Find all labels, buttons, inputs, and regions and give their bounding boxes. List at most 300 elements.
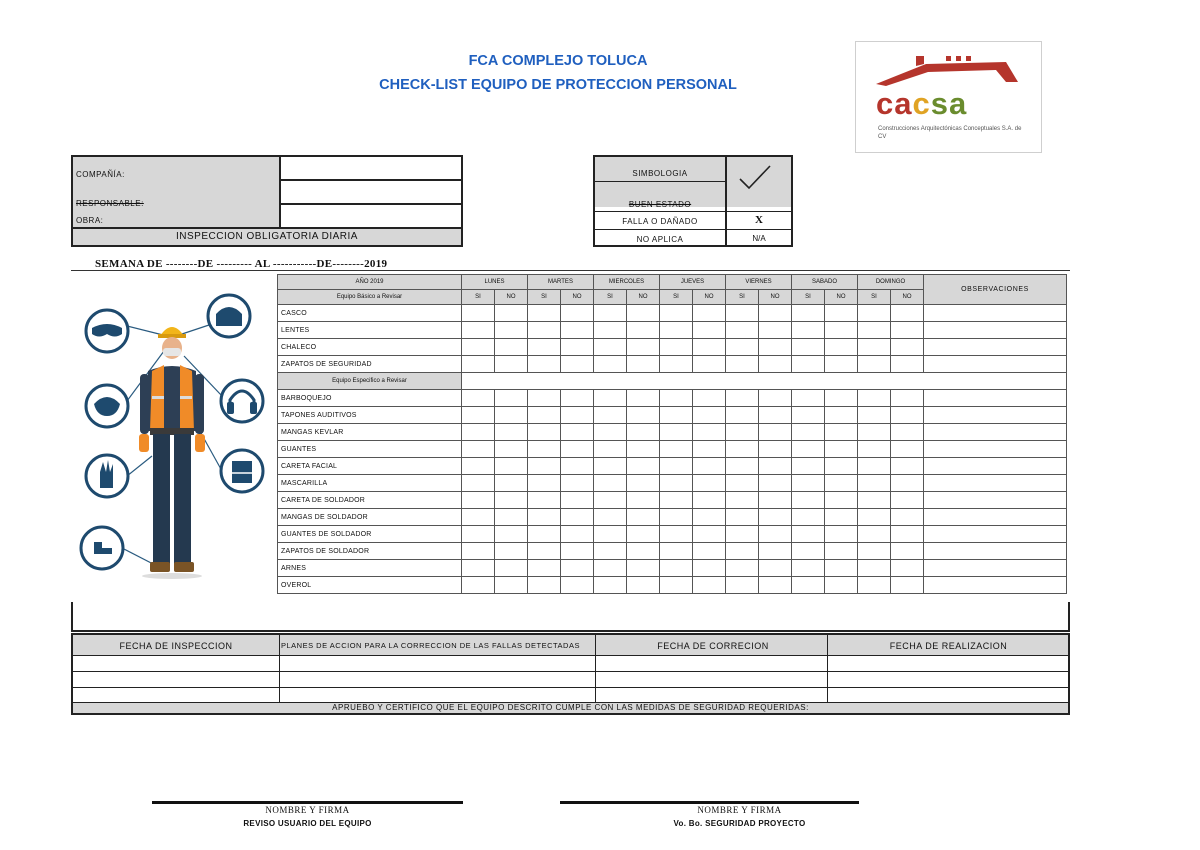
- si-check-cell[interactable]: [792, 390, 825, 407]
- si-check-cell[interactable]: [594, 560, 627, 577]
- no-check-cell[interactable]: [561, 543, 594, 560]
- no-check-cell[interactable]: [495, 526, 528, 543]
- si-check-cell[interactable]: [660, 322, 693, 339]
- no-check-cell[interactable]: [693, 475, 726, 492]
- observation-cell[interactable]: [924, 509, 1067, 526]
- si-check-cell[interactable]: [594, 543, 627, 560]
- si-check-cell[interactable]: [528, 390, 561, 407]
- no-check-cell[interactable]: [693, 305, 726, 322]
- si-check-cell[interactable]: [462, 424, 495, 441]
- si-check-cell[interactable]: [462, 560, 495, 577]
- no-check-cell[interactable]: [627, 492, 660, 509]
- no-check-cell[interactable]: [561, 526, 594, 543]
- no-check-cell[interactable]: [759, 322, 792, 339]
- equipment-item-label: MANGAS DE SOLDADOR: [278, 509, 462, 526]
- boots-icon: [81, 527, 123, 569]
- si-check-cell[interactable]: [792, 475, 825, 492]
- si-check-cell[interactable]: [726, 492, 759, 509]
- si-column-header: SI: [858, 290, 891, 305]
- signature-role-safety: Vo. Bo. SEGURIDAD PROYECTO: [673, 819, 806, 828]
- si-check-cell[interactable]: [660, 458, 693, 475]
- year-label: AÑO 2019: [278, 275, 462, 290]
- si-check-cell[interactable]: [858, 356, 891, 373]
- observation-cell[interactable]: [924, 339, 1067, 356]
- equipment-row: [278, 305, 1067, 322]
- legend-fault-label: FALLA O DAÑADO: [622, 217, 698, 226]
- no-check-cell[interactable]: [693, 458, 726, 475]
- equipment-row: [278, 577, 1067, 594]
- no-check-cell[interactable]: [891, 543, 924, 560]
- observation-cell[interactable]: [924, 424, 1067, 441]
- no-check-cell[interactable]: [759, 356, 792, 373]
- inspection-grid: [277, 274, 1067, 594]
- no-check-cell[interactable]: [495, 441, 528, 458]
- si-check-cell[interactable]: [726, 475, 759, 492]
- si-column-header: SI: [462, 290, 495, 305]
- no-check-cell[interactable]: [627, 339, 660, 356]
- si-check-cell[interactable]: [528, 509, 561, 526]
- si-check-cell[interactable]: [726, 560, 759, 577]
- observation-cell[interactable]: [924, 560, 1067, 577]
- observation-cell[interactable]: [924, 441, 1067, 458]
- si-check-cell[interactable]: [660, 424, 693, 441]
- si-check-cell[interactable]: [594, 390, 627, 407]
- no-check-cell[interactable]: [825, 424, 858, 441]
- no-check-cell[interactable]: [759, 390, 792, 407]
- responsible-label: RESPONSABLE:: [76, 199, 144, 208]
- no-column-header: NO: [891, 290, 924, 305]
- no-column-header: NO: [693, 290, 726, 305]
- si-check-cell[interactable]: [792, 560, 825, 577]
- no-check-cell[interactable]: [759, 526, 792, 543]
- observation-cell[interactable]: [924, 492, 1067, 509]
- si-check-cell[interactable]: [792, 356, 825, 373]
- si-check-cell[interactable]: [660, 543, 693, 560]
- si-check-cell[interactable]: [660, 407, 693, 424]
- no-check-cell[interactable]: [825, 322, 858, 339]
- si-check-cell[interactable]: [660, 577, 693, 594]
- si-check-cell[interactable]: [660, 509, 693, 526]
- si-check-cell[interactable]: [528, 458, 561, 475]
- no-check-cell[interactable]: [891, 356, 924, 373]
- si-check-cell[interactable]: [462, 322, 495, 339]
- equipment-item-label: MASCARILLA: [278, 475, 462, 492]
- no-check-cell[interactable]: [759, 475, 792, 492]
- si-check-cell[interactable]: [462, 492, 495, 509]
- si-check-cell[interactable]: [462, 577, 495, 594]
- no-check-cell[interactable]: [561, 509, 594, 526]
- no-check-cell[interactable]: [759, 441, 792, 458]
- no-check-cell[interactable]: [495, 356, 528, 373]
- si-check-cell[interactable]: [462, 390, 495, 407]
- equipment-row: [278, 424, 1067, 441]
- signature-title-safety: NOMBRE Y FIRMA: [697, 805, 782, 815]
- si-check-cell[interactable]: [594, 305, 627, 322]
- si-check-cell[interactable]: [792, 339, 825, 356]
- equipment-row: [278, 526, 1067, 543]
- si-check-cell[interactable]: [660, 560, 693, 577]
- no-check-cell[interactable]: [561, 560, 594, 577]
- si-check-cell[interactable]: [792, 441, 825, 458]
- si-check-cell[interactable]: [528, 577, 561, 594]
- si-check-cell[interactable]: [858, 458, 891, 475]
- no-check-cell[interactable]: [495, 475, 528, 492]
- observation-cell[interactable]: [924, 475, 1067, 492]
- no-check-cell[interactable]: [891, 492, 924, 509]
- equipment-row: [278, 441, 1067, 458]
- no-check-cell[interactable]: [891, 305, 924, 322]
- si-check-cell[interactable]: [660, 475, 693, 492]
- no-check-cell[interactable]: [495, 560, 528, 577]
- no-check-cell[interactable]: [495, 492, 528, 509]
- no-check-cell[interactable]: [495, 509, 528, 526]
- no-check-cell[interactable]: [891, 441, 924, 458]
- si-check-cell[interactable]: [792, 424, 825, 441]
- si-check-cell[interactable]: [594, 509, 627, 526]
- si-check-cell[interactable]: [528, 441, 561, 458]
- no-check-cell[interactable]: [693, 560, 726, 577]
- no-check-cell[interactable]: [693, 322, 726, 339]
- no-check-cell[interactable]: [495, 577, 528, 594]
- no-check-cell[interactable]: [627, 322, 660, 339]
- si-check-cell[interactable]: [726, 577, 759, 594]
- no-check-cell[interactable]: [825, 475, 858, 492]
- si-check-cell[interactable]: [726, 543, 759, 560]
- no-check-cell[interactable]: [891, 577, 924, 594]
- no-check-cell[interactable]: [891, 458, 924, 475]
- no-check-cell[interactable]: [825, 458, 858, 475]
- no-check-cell[interactable]: [627, 424, 660, 441]
- no-check-cell[interactable]: [495, 339, 528, 356]
- equipment-row: [278, 407, 1067, 424]
- no-check-cell[interactable]: [693, 424, 726, 441]
- si-check-cell[interactable]: [660, 526, 693, 543]
- no-check-cell[interactable]: [891, 509, 924, 526]
- no-check-cell[interactable]: [825, 509, 858, 526]
- no-check-cell[interactable]: [825, 356, 858, 373]
- si-check-cell[interactable]: [792, 458, 825, 475]
- day-header-tuesday: MARTES: [528, 275, 594, 290]
- si-check-cell[interactable]: [858, 407, 891, 424]
- no-check-cell[interactable]: [825, 577, 858, 594]
- si-check-cell[interactable]: [660, 441, 693, 458]
- responsible-field[interactable]: [281, 182, 459, 202]
- si-check-cell[interactable]: [660, 492, 693, 509]
- notes-area[interactable]: [71, 602, 1070, 632]
- no-check-cell[interactable]: [561, 322, 594, 339]
- si-check-cell[interactable]: [858, 526, 891, 543]
- si-check-cell[interactable]: [462, 305, 495, 322]
- si-column-header: SI: [726, 290, 759, 305]
- si-check-cell[interactable]: [792, 492, 825, 509]
- no-check-cell[interactable]: [627, 475, 660, 492]
- no-check-cell[interactable]: [825, 543, 858, 560]
- no-check-cell[interactable]: [495, 424, 528, 441]
- no-check-cell[interactable]: [825, 390, 858, 407]
- observation-cell[interactable]: [924, 577, 1067, 594]
- si-check-cell[interactable]: [726, 458, 759, 475]
- si-check-cell[interactable]: [858, 492, 891, 509]
- legend-box: [593, 155, 793, 247]
- si-check-cell[interactable]: [594, 526, 627, 543]
- no-check-cell[interactable]: [759, 424, 792, 441]
- no-column-header: NO: [495, 290, 528, 305]
- no-check-cell[interactable]: [561, 458, 594, 475]
- si-check-cell[interactable]: [726, 441, 759, 458]
- no-check-cell[interactable]: [561, 424, 594, 441]
- header-action-plans: PLANES DE ACCION PARA LA CORRECCION DE LAS FALLAS DETECTADAS: [281, 641, 580, 650]
- header-completion-date: FECHA DE REALIZACION: [889, 641, 1008, 651]
- daily-inspection-note: INSPECCION OBLIGATORIA DIARIA: [176, 231, 358, 242]
- company-logo: cacsa Construcciones Arquitectónicas Conceptuales S.A. de CV: [855, 41, 1042, 153]
- si-check-cell[interactable]: [858, 441, 891, 458]
- no-check-cell[interactable]: [495, 458, 528, 475]
- no-check-cell[interactable]: [825, 560, 858, 577]
- si-check-cell[interactable]: [726, 424, 759, 441]
- no-check-cell[interactable]: [891, 560, 924, 577]
- no-check-cell[interactable]: [891, 526, 924, 543]
- si-check-cell[interactable]: [528, 424, 561, 441]
- si-check-cell[interactable]: [528, 492, 561, 509]
- si-check-cell[interactable]: [726, 322, 759, 339]
- si-check-cell[interactable]: [462, 543, 495, 560]
- si-check-cell[interactable]: [792, 526, 825, 543]
- no-check-cell[interactable]: [759, 509, 792, 526]
- observation-cell[interactable]: [924, 543, 1067, 560]
- no-check-cell[interactable]: [693, 543, 726, 560]
- si-check-cell[interactable]: [858, 543, 891, 560]
- no-check-cell[interactable]: [759, 339, 792, 356]
- no-check-cell[interactable]: [627, 305, 660, 322]
- no-check-cell[interactable]: [693, 492, 726, 509]
- si-check-cell[interactable]: [726, 509, 759, 526]
- no-check-cell[interactable]: [561, 305, 594, 322]
- si-check-cell[interactable]: [858, 560, 891, 577]
- no-check-cell[interactable]: [891, 322, 924, 339]
- observations-header: OBSERVACIONES: [924, 275, 1067, 305]
- si-check-cell[interactable]: [594, 577, 627, 594]
- si-check-cell[interactable]: [792, 543, 825, 560]
- no-check-cell[interactable]: [693, 407, 726, 424]
- equipment-item-label: CARETA DE SOLDADOR: [278, 492, 462, 509]
- no-check-cell[interactable]: [891, 424, 924, 441]
- no-check-cell[interactable]: [495, 322, 528, 339]
- si-check-cell[interactable]: [726, 339, 759, 356]
- no-check-cell[interactable]: [759, 458, 792, 475]
- no-check-cell[interactable]: [693, 441, 726, 458]
- equipment-row: [278, 543, 1067, 560]
- signature-line-safety[interactable]: [560, 801, 859, 804]
- si-check-cell[interactable]: [594, 356, 627, 373]
- goggles-icon: [86, 310, 128, 352]
- observation-cell[interactable]: [924, 526, 1067, 543]
- no-check-cell[interactable]: [759, 560, 792, 577]
- si-check-cell[interactable]: [858, 339, 891, 356]
- no-check-cell[interactable]: [825, 492, 858, 509]
- si-check-cell[interactable]: [594, 322, 627, 339]
- no-check-cell[interactable]: [627, 441, 660, 458]
- no-check-cell[interactable]: [627, 458, 660, 475]
- si-check-cell[interactable]: [462, 509, 495, 526]
- si-check-cell[interactable]: [528, 543, 561, 560]
- gloves-icon: [86, 455, 128, 497]
- no-check-cell[interactable]: [693, 509, 726, 526]
- no-check-cell[interactable]: [561, 577, 594, 594]
- si-check-cell[interactable]: [528, 356, 561, 373]
- no-check-cell[interactable]: [495, 407, 528, 424]
- no-check-cell[interactable]: [825, 526, 858, 543]
- ppe-illustration: [72, 276, 277, 602]
- no-check-cell[interactable]: [495, 543, 528, 560]
- no-check-cell[interactable]: [495, 305, 528, 322]
- no-check-cell[interactable]: [561, 356, 594, 373]
- si-check-cell[interactable]: [462, 441, 495, 458]
- observation-cell[interactable]: [924, 458, 1067, 475]
- company-field[interactable]: [281, 159, 459, 179]
- si-check-cell[interactable]: [528, 305, 561, 322]
- si-column-header: SI: [792, 290, 825, 305]
- logo-subtitle: Construcciones Arquitectónicas Conceptuales S.A. de CV: [878, 126, 1022, 140]
- si-check-cell[interactable]: [528, 339, 561, 356]
- si-check-cell[interactable]: [792, 407, 825, 424]
- no-check-cell[interactable]: [561, 390, 594, 407]
- observation-cell[interactable]: [924, 356, 1067, 373]
- si-check-cell[interactable]: [792, 509, 825, 526]
- si-check-cell[interactable]: [792, 322, 825, 339]
- no-check-cell[interactable]: [561, 407, 594, 424]
- no-check-cell[interactable]: [759, 305, 792, 322]
- no-check-cell[interactable]: [693, 356, 726, 373]
- si-check-cell[interactable]: [594, 424, 627, 441]
- no-check-cell[interactable]: [759, 492, 792, 509]
- site-field[interactable]: [281, 206, 459, 226]
- si-check-cell[interactable]: [594, 339, 627, 356]
- no-check-cell[interactable]: [693, 390, 726, 407]
- si-check-cell[interactable]: [462, 356, 495, 373]
- no-check-cell[interactable]: [627, 577, 660, 594]
- no-column-header: NO: [825, 290, 858, 305]
- si-check-cell[interactable]: [726, 305, 759, 322]
- signature-line-user[interactable]: [152, 801, 463, 804]
- si-check-cell[interactable]: [792, 577, 825, 594]
- si-check-cell[interactable]: [858, 424, 891, 441]
- document-title: FCA COMPLEJO TOLUCA: [468, 53, 648, 69]
- no-check-cell[interactable]: [891, 407, 924, 424]
- no-check-cell[interactable]: [891, 390, 924, 407]
- legend-na-label: NO APLICA: [636, 235, 684, 244]
- observation-cell[interactable]: [924, 407, 1067, 424]
- si-check-cell[interactable]: [462, 475, 495, 492]
- si-check-cell[interactable]: [528, 475, 561, 492]
- equipment-row: [278, 356, 1067, 373]
- no-check-cell[interactable]: [759, 577, 792, 594]
- no-check-cell[interactable]: [495, 390, 528, 407]
- observation-cell[interactable]: [924, 390, 1067, 407]
- si-check-cell[interactable]: [858, 577, 891, 594]
- si-check-cell[interactable]: [660, 356, 693, 373]
- si-check-cell[interactable]: [726, 526, 759, 543]
- observation-cell[interactable]: [924, 305, 1067, 322]
- si-check-cell[interactable]: [858, 475, 891, 492]
- si-check-cell[interactable]: [594, 458, 627, 475]
- si-check-cell[interactable]: [858, 390, 891, 407]
- si-check-cell[interactable]: [726, 390, 759, 407]
- si-check-cell[interactable]: [528, 407, 561, 424]
- no-check-cell[interactable]: [693, 526, 726, 543]
- no-check-cell[interactable]: [561, 492, 594, 509]
- equipment-row: [278, 458, 1067, 475]
- no-check-cell[interactable]: [759, 407, 792, 424]
- si-check-cell[interactable]: [528, 322, 561, 339]
- si-check-cell[interactable]: [660, 305, 693, 322]
- si-check-cell[interactable]: [594, 475, 627, 492]
- si-check-cell[interactable]: [792, 305, 825, 322]
- no-check-cell[interactable]: [825, 441, 858, 458]
- no-column-header: NO: [759, 290, 792, 305]
- no-check-cell[interactable]: [825, 407, 858, 424]
- no-check-cell[interactable]: [561, 475, 594, 492]
- no-check-cell[interactable]: [627, 560, 660, 577]
- no-check-cell[interactable]: [693, 339, 726, 356]
- no-check-cell[interactable]: [627, 509, 660, 526]
- equipment-row: [278, 339, 1067, 356]
- no-check-cell[interactable]: [759, 543, 792, 560]
- no-check-cell[interactable]: [891, 475, 924, 492]
- si-check-cell[interactable]: [858, 322, 891, 339]
- no-check-cell[interactable]: [627, 407, 660, 424]
- no-check-cell[interactable]: [693, 577, 726, 594]
- si-check-cell[interactable]: [726, 356, 759, 373]
- equipment-item-label: GUANTES: [278, 441, 462, 458]
- si-check-cell[interactable]: [858, 305, 891, 322]
- equipment-item-label: CHALECO: [278, 339, 462, 356]
- no-check-cell[interactable]: [627, 543, 660, 560]
- si-check-cell[interactable]: [462, 407, 495, 424]
- si-check-cell[interactable]: [726, 407, 759, 424]
- observation-cell[interactable]: [924, 322, 1067, 339]
- si-check-cell[interactable]: [528, 560, 561, 577]
- company-label: COMPAÑÍA:: [76, 170, 125, 179]
- header-inspection-date: FECHA DE INSPECCION: [119, 641, 233, 651]
- si-check-cell[interactable]: [858, 509, 891, 526]
- no-check-cell[interactable]: [627, 390, 660, 407]
- day-header-thursday: JUEVES: [660, 275, 726, 290]
- legend-header: SIMBOLOGIA: [632, 169, 688, 178]
- si-check-cell[interactable]: [462, 526, 495, 543]
- no-check-cell[interactable]: [627, 356, 660, 373]
- si-check-cell[interactable]: [660, 390, 693, 407]
- equipment-item-label: ARNES: [278, 560, 462, 577]
- helmet-icon: [208, 295, 250, 337]
- equipment-row: [278, 509, 1067, 526]
- si-check-cell[interactable]: [462, 458, 495, 475]
- no-check-cell[interactable]: [825, 305, 858, 322]
- no-check-cell[interactable]: [891, 339, 924, 356]
- si-check-cell[interactable]: [594, 407, 627, 424]
- si-check-cell[interactable]: [462, 339, 495, 356]
- si-check-cell[interactable]: [660, 339, 693, 356]
- no-check-cell[interactable]: [561, 339, 594, 356]
- si-check-cell[interactable]: [594, 492, 627, 509]
- si-check-cell[interactable]: [528, 526, 561, 543]
- specific-equipment-header: Equipo Especifico a Revisar: [278, 373, 462, 390]
- no-check-cell[interactable]: [825, 339, 858, 356]
- si-column-header: SI: [528, 290, 561, 305]
- no-check-cell[interactable]: [561, 441, 594, 458]
- no-check-cell[interactable]: [627, 526, 660, 543]
- legend-fault-symbol: X: [755, 214, 763, 226]
- si-check-cell[interactable]: [594, 441, 627, 458]
